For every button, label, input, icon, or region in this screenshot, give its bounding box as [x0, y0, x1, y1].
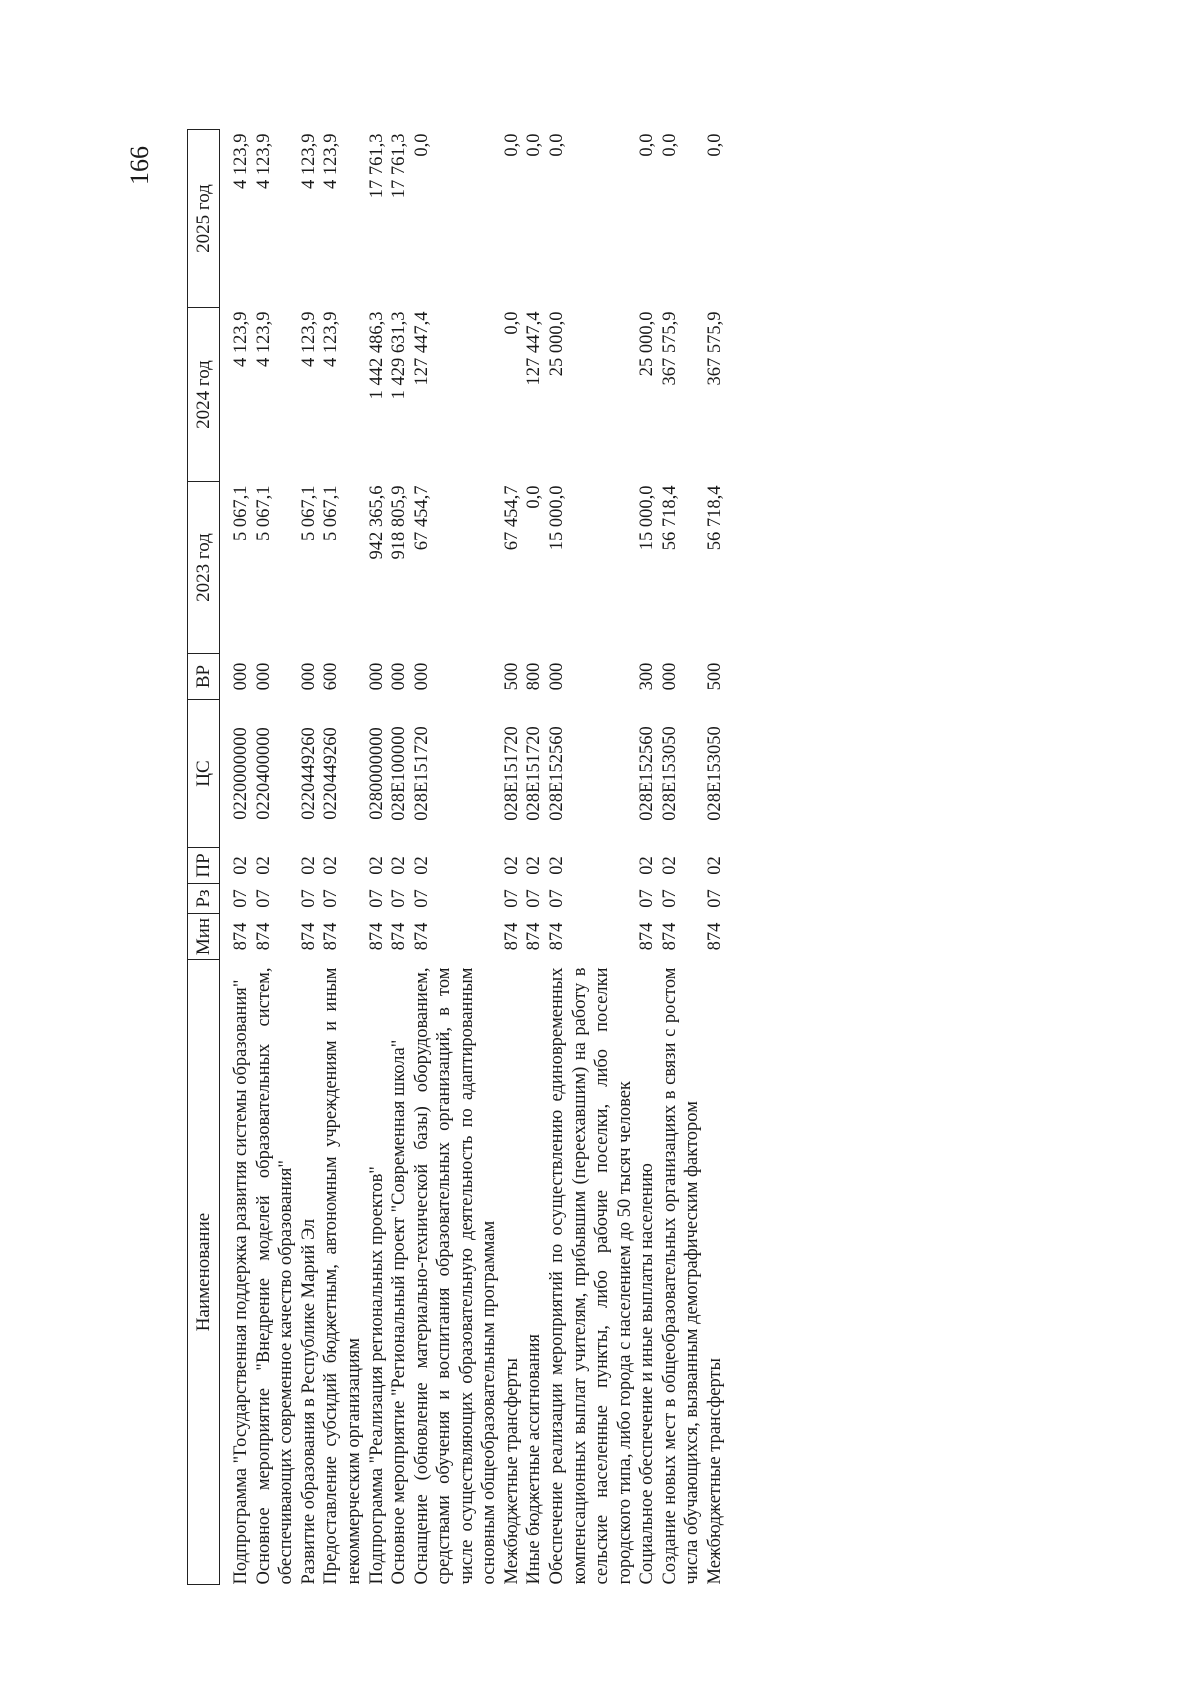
row-rz: 07: [321, 889, 342, 908]
row-2025: 4 123,9: [298, 133, 319, 189]
row-rz: 07: [524, 889, 545, 908]
row-min: 874: [524, 922, 545, 951]
row-name: Основное мероприятие "Внедрение моделей образовательных систем, обеспечивающих современное качество образования": [253, 967, 297, 1585]
table-row: [546, 130, 636, 1585]
table-row: [501, 130, 524, 1585]
row-cs: 0280000000: [366, 727, 387, 820]
row-cs: 028E151720: [501, 726, 522, 821]
row-vr: 500: [501, 662, 522, 691]
row-2024: 4 123,9: [253, 311, 274, 367]
row-name: Обеспечение реализации мероприятий по осуществлению единовременных компенсационных выплат учителям, прибывшим (переехавшим) на работу в сельские населенные пункты, либо рабочие поселки, либо поселки городского типа, либо города с населением до 50 тысяч человек: [547, 967, 635, 1585]
row-cs: 0220000000: [231, 727, 252, 820]
row-2023: 5 067,1: [231, 485, 252, 541]
row-2025: 4 123,9: [253, 133, 274, 189]
row-pr: 02: [659, 856, 680, 875]
row-2024: 367 575,9: [659, 311, 680, 386]
row-min: 874: [253, 922, 274, 951]
row-min: 874: [231, 922, 252, 951]
row-pr: 02: [524, 856, 545, 875]
row-2025: 17 761,3: [389, 133, 410, 199]
row-pr: 02: [298, 856, 319, 875]
header-rz: Рз: [188, 884, 220, 914]
row-vr: 000: [298, 662, 319, 691]
row-name: Подпрограмма "Реализация региональных проектов": [366, 1166, 387, 1585]
table-row: [253, 130, 298, 1585]
row-pr: 02: [389, 856, 410, 875]
row-2023: 0,0: [524, 485, 545, 509]
row-rz: 07: [366, 889, 387, 908]
row-name: Основное мероприятие "Региональный проект "Современная школа": [389, 1039, 410, 1585]
row-name: Социальное обеспечение и иные выплаты населению: [637, 1163, 658, 1585]
row-2025: 17 761,3: [366, 133, 387, 199]
row-min: 874: [547, 922, 568, 951]
row-rz: 07: [253, 889, 274, 908]
row-rz: 07: [637, 889, 658, 908]
table-row: [388, 130, 411, 1585]
table-row: [636, 130, 659, 1585]
row-name: Развитие образования в Республике Марий Эл: [298, 1218, 319, 1585]
row-rz: 07: [704, 889, 725, 908]
row-rz: 07: [298, 889, 319, 908]
row-pr: 02: [253, 856, 274, 875]
row-name: Межбюджетные трансферты: [501, 1358, 522, 1585]
row-2023: 5 067,1: [321, 485, 342, 541]
row-pr: 02: [411, 856, 432, 875]
row-2024: 127 447,4: [411, 311, 432, 386]
header-2023: 2023 год: [188, 482, 220, 654]
row-2025: 0,0: [411, 133, 432, 157]
table-row: [659, 130, 704, 1585]
header-2025: 2025 год: [188, 130, 220, 308]
row-min: 874: [411, 922, 432, 951]
row-rz: 07: [389, 889, 410, 908]
row-min: 874: [637, 922, 658, 951]
header-vr: ВР: [188, 654, 220, 700]
row-2023: 5 067,1: [298, 485, 319, 541]
row-2024: 1 442 486,3: [366, 311, 387, 400]
row-cs: 028E153050: [659, 726, 680, 821]
row-min: 874: [298, 922, 319, 951]
row-2024: 4 123,9: [231, 311, 252, 367]
row-min: 874: [366, 922, 387, 951]
row-2023: 56 718,4: [659, 485, 680, 551]
row-vr: 000: [231, 662, 252, 691]
table-row: [366, 130, 389, 1585]
row-name: Иные бюджетные ассигнования: [524, 1333, 545, 1585]
row-rz: 07: [501, 889, 522, 908]
row-vr: 000: [547, 662, 568, 691]
row-name: Оснащение (обновление материально-технической базы) оборудованием, средствами обучения и воспитания образовательных организаций, в том числе осуществляющих образовательную деятельность по адаптированным основным общеобразовательным программам: [411, 967, 500, 1585]
row-cs: 0220400000: [253, 727, 274, 820]
row-2025: 4 123,9: [231, 133, 252, 189]
row-2025: 0,0: [547, 133, 568, 157]
row-min: 874: [501, 922, 522, 951]
row-min: 874: [659, 922, 680, 951]
row-cs: 028E100000: [389, 726, 410, 821]
row-pr: 02: [547, 856, 568, 875]
row-rz: 07: [659, 889, 680, 908]
row-cs: 028E153050: [704, 726, 725, 821]
row-2024: 367 575,9: [704, 311, 725, 386]
row-pr: 02: [501, 856, 522, 875]
table-header-row: [188, 130, 220, 1585]
header-min: Мин: [188, 914, 220, 960]
header-2024: 2024 год: [188, 308, 220, 482]
row-min: 874: [321, 922, 342, 951]
row-pr: 02: [321, 856, 342, 875]
row-rz: 07: [547, 889, 568, 908]
row-2023: 15 000,0: [547, 485, 568, 551]
row-2024: 4 123,9: [298, 311, 319, 367]
table-row: [704, 130, 727, 1585]
row-2024: 25 000,0: [637, 311, 658, 377]
row-min: 874: [704, 922, 725, 951]
row-cs: 028E152560: [547, 726, 568, 821]
row-rz: 07: [411, 889, 432, 908]
row-2023: 67 454,7: [501, 485, 522, 551]
row-cs: 0220449260: [321, 727, 342, 820]
row-2023: 942 365,6: [366, 485, 387, 560]
header-name: Наименование: [188, 960, 220, 1585]
table-row: [411, 130, 501, 1585]
row-name: Создание новых мест в общеобразовательных организациях в связи с ростом числа обучающихся, вызванным демографическим фактором: [659, 967, 703, 1585]
row-vr: 000: [659, 662, 680, 691]
table-body: [220, 130, 727, 1585]
row-2023: 67 454,7: [411, 485, 432, 551]
row-2023: 15 000,0: [637, 485, 658, 551]
table-row: [523, 130, 546, 1585]
row-cs: 0220449260: [298, 727, 319, 820]
row-2025: 0,0: [704, 133, 725, 157]
row-pr: 02: [637, 856, 658, 875]
row-name: Межбюджетные трансферты: [704, 1358, 725, 1585]
row-2025: 0,0: [637, 133, 658, 157]
row-2024: 0,0: [501, 311, 522, 335]
row-cs: 028E152560: [637, 726, 658, 821]
row-2025: 4 123,9: [321, 133, 342, 189]
table-row: [298, 130, 321, 1585]
row-vr: 000: [389, 662, 410, 691]
budget-table: [187, 129, 727, 1585]
row-vr: 500: [704, 662, 725, 691]
row-2025: 0,0: [524, 133, 545, 157]
row-name: Предоставление субсидий бюджетным, автономным учреждениям и иным некоммерческим организациям: [321, 967, 364, 1585]
row-2025: 0,0: [501, 133, 522, 157]
row-cs: 028E151720: [524, 726, 545, 821]
row-2023: 5 067,1: [253, 485, 274, 541]
row-2023: 918 805,9: [389, 485, 410, 560]
page-number: 166: [125, 146, 154, 185]
header-pr: ПР: [188, 848, 220, 884]
table-row: [220, 130, 253, 1585]
row-2023: 56 718,4: [704, 485, 725, 551]
row-name: Подпрограмма "Государственная поддержка развития системы образования": [231, 979, 252, 1585]
row-2024: 1 429 631,3: [389, 311, 410, 400]
row-vr: 800: [524, 662, 545, 691]
row-vr: 000: [411, 662, 432, 691]
row-2025: 0,0: [659, 133, 680, 157]
row-min: 874: [389, 922, 410, 951]
row-vr: 000: [366, 662, 387, 691]
row-pr: 02: [704, 856, 725, 875]
row-vr: 000: [253, 662, 274, 691]
row-vr: 300: [637, 662, 658, 691]
row-pr: 02: [366, 856, 387, 875]
row-rz: 07: [231, 889, 252, 908]
header-cs: ЦС: [188, 700, 220, 848]
rotated-page: [115, 115, 1145, 1595]
row-vr: 600: [321, 662, 342, 691]
row-pr: 02: [231, 856, 252, 875]
row-cs: 028E151720: [411, 726, 432, 821]
row-2024: 4 123,9: [321, 311, 342, 367]
row-2024: 127 447,4: [524, 311, 545, 386]
row-2024: 25 000,0: [547, 311, 568, 377]
table-row: [320, 130, 365, 1585]
